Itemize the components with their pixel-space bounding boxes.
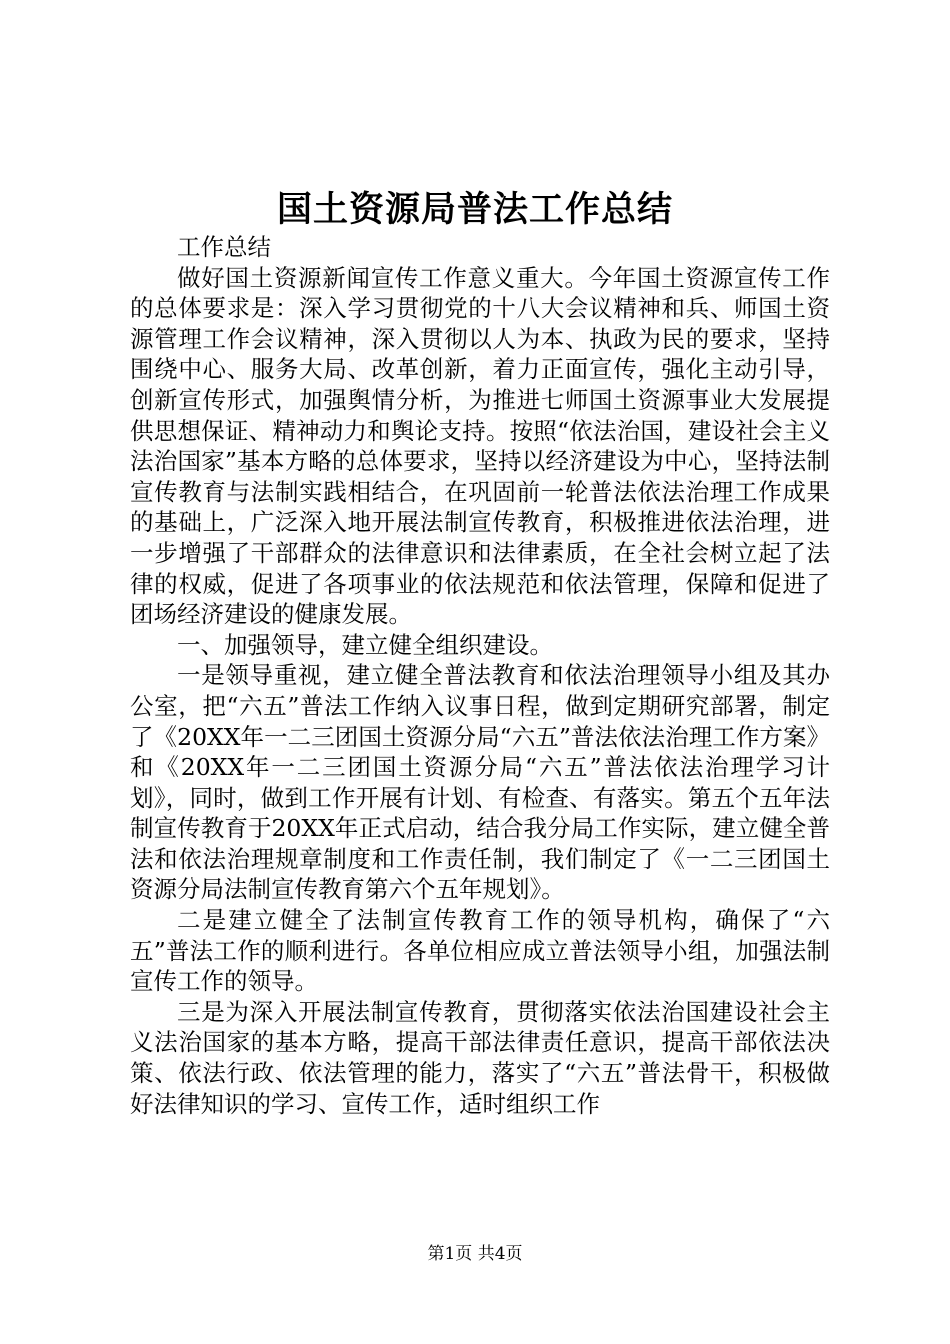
paragraph-point-two: 二是建立健全了法制宣传教育工作的领导机构，确保了“六五”普法工作的顺利进行。各单位相应成立普法领导小组，加强法制宣传工作的领导。 <box>130 906 830 996</box>
paragraph-point-one: 一是领导重视，建立健全普法教育和依法治理领导小组及其办公室，把“六五”普法工作纳入议事日程，做到定期研究部署，制定了《20XX年一二三团国土资源分局“六五”普法依法治理工作方案》和《20XX年一二三团国土资源分局“六五”普法依法治理学习计划》，同时，做到工作开展有计划、有检查、有落实。第五个五年法制宣传教育于20XX年正式启动，结合我分局工作实际，建立健全普法和依法治理规章制度和工作责任制，我们制定了《一二三团国土资源分局法制宣传教育第六个五年规划》。 <box>130 661 830 904</box>
paragraph-intro: 做好国土资源新闻宣传工作意义重大。今年国土资源宣传工作的总体要求是：深入学习贯彻党的十八大会议精神和兵、师国土资源管理工作会议精神，深入贯彻以人为本、执政为民的要求，坚持围绕中心、服务大局、改革创新，着力正面宣传，强化主动引导，创新宣传形式，加强舆情分析，为推进七师国土资源事业大发展提供思想保证、精神动力和舆论支持。按照“依法治国，建设社会主义法治国家”基本方略的总体要求，坚持以经济建设为中心，坚持法制宣传教育与法制实践相结合，在巩固前一轮普法依法治理工作成果的基础上，广泛深入地开展法制宣传教育，积极推进依法治理，进一步增强了干部群众的法律意识和法律素质，在全社会树立起了法律的权威，促进了各项事业的依法规范和依法管理，保障和促进了团场经济建设的健康发展。 <box>130 263 830 629</box>
paragraph-point-three: 三是为深入开展法制宣传教育，贯彻落实依法治国建设社会主义法治国家的基本方略，提高干部法律责任意识，提高干部依法决策、依法行政、依法管理的能力，落实了“六五”普法骨干，积极做好法律知识的学习、宣传工作，适时组织工作 <box>130 997 830 1118</box>
document-body <box>130 232 830 1119</box>
document-title: 国土资源局普法工作总结 <box>276 189 673 230</box>
paragraph-section-one: 一、加强领导，建立健全组织建设。 <box>177 630 553 659</box>
page-number-footer: 第1页 共4页 <box>427 1244 523 1264</box>
paragraph-heading: 工作总结 <box>177 233 271 261</box>
